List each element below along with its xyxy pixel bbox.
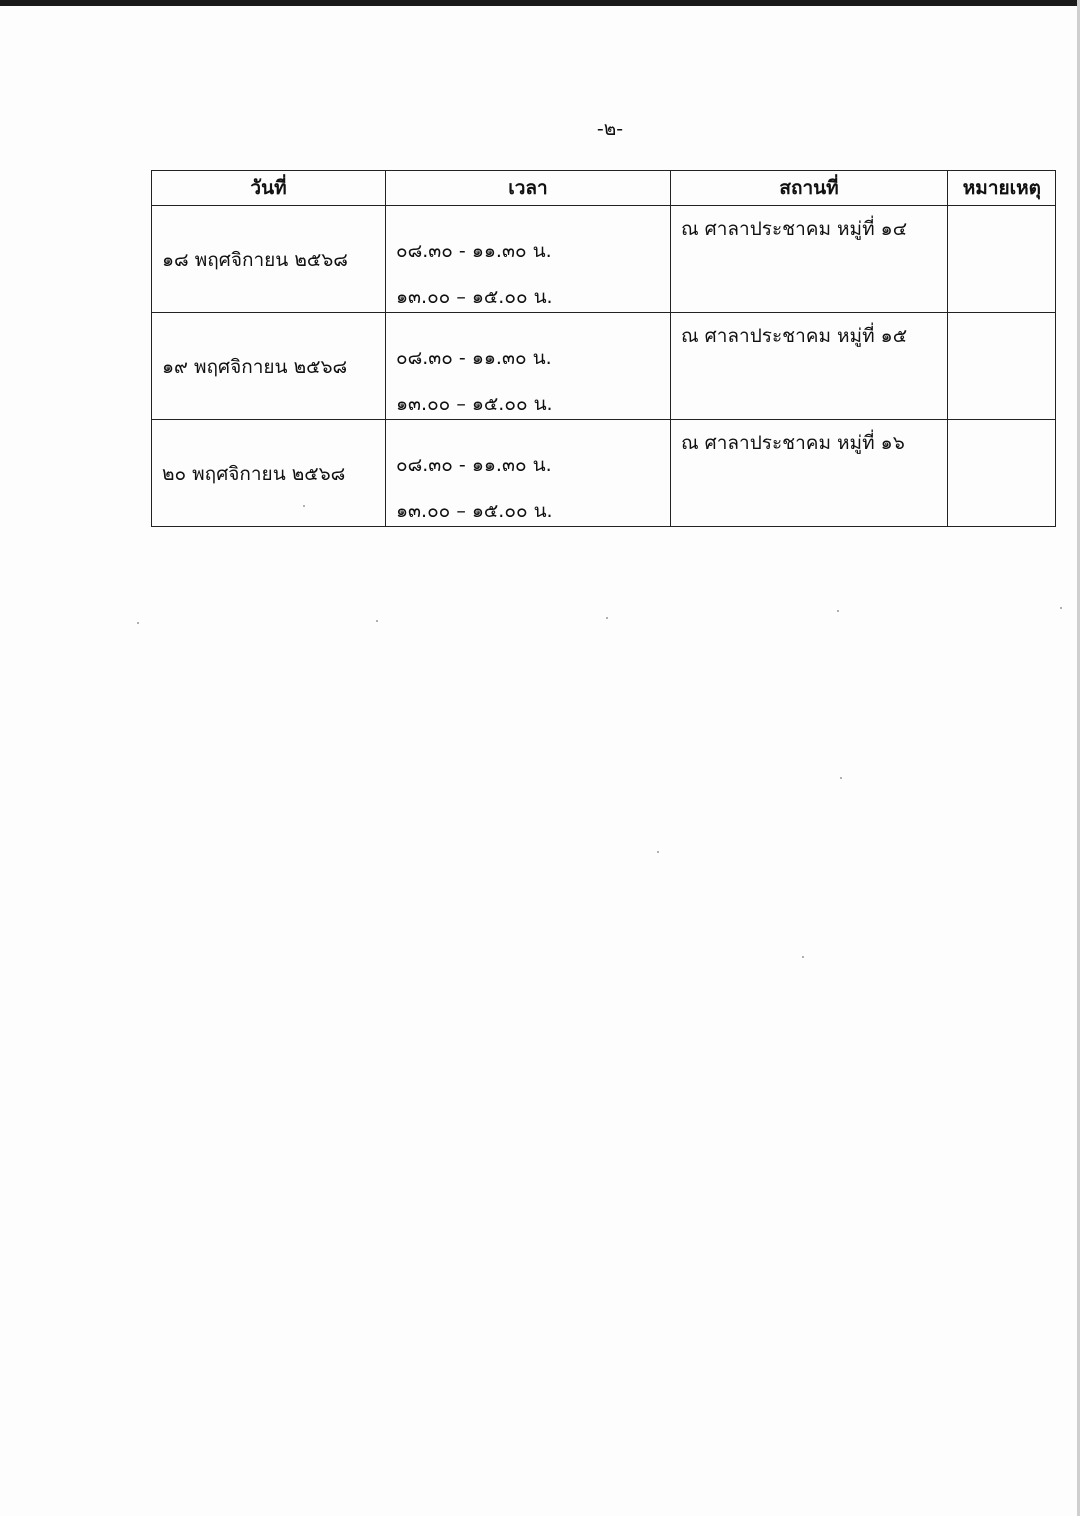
time-afternoon: ๑๓.๐๐ – ๑๕.๐๐ น. (396, 500, 553, 522)
time-cell (386, 313, 671, 420)
header-note: หมายเหตุ (948, 171, 1056, 206)
note-cell (948, 206, 1056, 313)
table-row (152, 206, 1056, 313)
time-afternoon: ๑๓.๐๐ – ๑๕.๐๐ น. (396, 286, 553, 308)
header-date: วันที่ (152, 171, 386, 206)
scan-speck (376, 620, 378, 622)
date-cell (152, 313, 386, 420)
time-morning: ๐๘.๓๐ - ๑๑.๓๐ น. (396, 454, 552, 476)
note-cell (948, 420, 1056, 527)
date-cell (152, 206, 386, 313)
place-text: ณ ศาลาประชาคม หมู่ที่ ๑๔ (681, 218, 908, 240)
header-place: สถานที่ (671, 171, 948, 206)
scan-speck (840, 777, 842, 779)
table-row (152, 313, 1056, 420)
scan-speck (606, 617, 608, 619)
place-text: ณ ศาลาประชาคม หมู่ที่ ๑๕ (681, 325, 908, 347)
place-cell (671, 206, 948, 313)
scan-speck (1060, 607, 1062, 609)
date-text: ๑๘ พฤศจิกายน ๒๕๖๘ (162, 249, 348, 271)
table-header-row (152, 171, 1056, 206)
place-cell (671, 313, 948, 420)
date-text: ๑๙ พฤศจิกายน ๒๕๖๘ (162, 356, 348, 378)
date-cell (152, 420, 386, 527)
header-time: เวลา (386, 171, 671, 206)
scan-speck (657, 851, 659, 853)
scan-speck (303, 505, 305, 507)
schedule-table (151, 170, 1056, 527)
scan-top-edge (0, 0, 1080, 6)
time-cell (386, 206, 671, 313)
table-row (152, 420, 1056, 527)
place-cell (671, 420, 948, 527)
time-morning: ๐๘.๓๐ - ๑๑.๓๐ น. (396, 347, 552, 369)
place-text: ณ ศาลาประชาคม หมู่ที่ ๑๖ (681, 432, 905, 454)
time-morning: ๐๘.๓๐ - ๑๑.๓๐ น. (396, 240, 552, 262)
scan-speck (837, 610, 839, 612)
note-cell (948, 313, 1056, 420)
date-text: ๒๐ พฤศจิกายน ๒๕๖๘ (162, 463, 346, 485)
page-number: -๒- (596, 118, 624, 140)
scan-speck (137, 622, 139, 624)
time-cell (386, 420, 671, 527)
scan-speck (802, 956, 804, 958)
time-afternoon: ๑๓.๐๐ – ๑๕.๐๐ น. (396, 393, 553, 415)
